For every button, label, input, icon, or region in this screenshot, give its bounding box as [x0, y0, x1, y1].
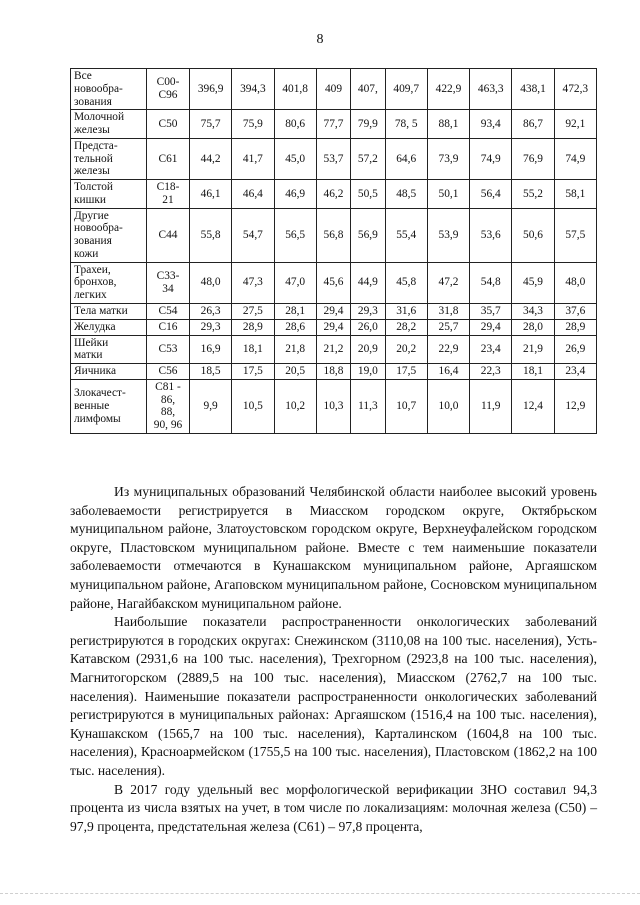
- table-cell: 75,9: [232, 110, 274, 139]
- table-cell: 11,9: [470, 379, 512, 433]
- paragraph-municipal-incidence: Из муниципальных образований Челябинской области наиболее высокий уровень заболеваемости регистрируется в Миасском городском округе, Октябрьском муниципальном районе, Златоустовском городском округе, Верхнеуфалейском городском округе, Пластовском муниципальном районе. Вместе с тем наименьшие показатели заболеваемости отмечаются в Кунашакском муниципальном районе, Аргаяшском муниципальном районе, Агаповском муниципальном районе, Сосновском муниципальном районе, Нагайбакском муниципальном районе.: [70, 484, 597, 611]
- table-cell: 86,7: [512, 110, 554, 139]
- table-cell: 54,7: [232, 208, 274, 262]
- table-cell: 401,8: [274, 69, 316, 110]
- table-row: [71, 69, 597, 110]
- table-cell: 79,9: [351, 110, 385, 139]
- table-cell: 10,3: [316, 379, 350, 433]
- table-cell: 46,9: [274, 180, 316, 209]
- table-cell: 472,3: [554, 69, 596, 110]
- table-cell: 10,2: [274, 379, 316, 433]
- table-cell: 29,4: [316, 304, 350, 320]
- table-row: [71, 319, 597, 335]
- row-label: Тела матки: [71, 304, 147, 320]
- table-cell: 409,7: [385, 69, 427, 110]
- table-cell: 74,9: [554, 138, 596, 179]
- table-row: [71, 379, 597, 433]
- table-cell: 10,7: [385, 379, 427, 433]
- table-cell: 34,3: [512, 304, 554, 320]
- table-row: [71, 364, 597, 380]
- table-row: [71, 304, 597, 320]
- table-row: [71, 180, 597, 209]
- table-cell: 12,4: [512, 379, 554, 433]
- table-cell: 46,2: [316, 180, 350, 209]
- row-label: Трахеи, бронхов, легких: [71, 262, 147, 303]
- table-cell: 56,5: [274, 208, 316, 262]
- page-number: 8: [316, 32, 324, 47]
- table-cell: 18,1: [512, 364, 554, 380]
- table-cell: 17,5: [232, 364, 274, 380]
- table-cell: 18,1: [232, 335, 274, 364]
- table-cell: 44,9: [351, 262, 385, 303]
- table-cell: 47,3: [232, 262, 274, 303]
- table-cell: 45,9: [512, 262, 554, 303]
- row-label: Другие новообра- зования кожи: [71, 208, 147, 262]
- table-cell: 46,1: [190, 180, 232, 209]
- table-cell: 48,5: [385, 180, 427, 209]
- icd-code: С44: [147, 208, 190, 262]
- table-cell: 31,8: [427, 304, 469, 320]
- table-cell: 53,9: [427, 208, 469, 262]
- table-cell: 28,2: [385, 319, 427, 335]
- table-cell: 21,2: [316, 335, 350, 364]
- icd-code: С54: [147, 304, 190, 320]
- table-cell: 54,8: [470, 262, 512, 303]
- table-cell: 55,4: [385, 208, 427, 262]
- table-row: [71, 335, 597, 364]
- table-cell: 10,0: [427, 379, 469, 433]
- row-label: Все новообра- зования: [71, 69, 147, 110]
- table-cell: 56,4: [470, 180, 512, 209]
- table-cell: 47,0: [274, 262, 316, 303]
- table-cell: 48,0: [554, 262, 596, 303]
- table-cell: 17,5: [385, 364, 427, 380]
- table-cell: 26,0: [351, 319, 385, 335]
- table-cell: 92,1: [554, 110, 596, 139]
- table-cell: 46,4: [232, 180, 274, 209]
- table-cell: 53,7: [316, 138, 350, 179]
- table-cell: 20,2: [385, 335, 427, 364]
- table-cell: 50,5: [351, 180, 385, 209]
- table-cell: 409: [316, 69, 350, 110]
- icd-code: С50: [147, 110, 190, 139]
- table-cell: 37,6: [554, 304, 596, 320]
- table-cell: 407,: [351, 69, 385, 110]
- table-cell: 463,3: [470, 69, 512, 110]
- incidence-table: [70, 68, 597, 434]
- table-cell: 29,3: [190, 319, 232, 335]
- table-cell: 50,6: [512, 208, 554, 262]
- table-cell: 28,9: [554, 319, 596, 335]
- table-cell: 31,6: [385, 304, 427, 320]
- table-cell: 23,4: [554, 364, 596, 380]
- icd-code: С16: [147, 319, 190, 335]
- icd-code: С56: [147, 364, 190, 380]
- icd-code: С53: [147, 335, 190, 364]
- table-cell: 74,9: [470, 138, 512, 179]
- row-label: Толстой кишки: [71, 180, 147, 209]
- table-cell: 28,0: [512, 319, 554, 335]
- table-cell: 11,3: [351, 379, 385, 433]
- table-cell: 9,9: [190, 379, 232, 433]
- table-cell: 93,4: [470, 110, 512, 139]
- table-cell: 78, 5: [385, 110, 427, 139]
- table-cell: 48,0: [190, 262, 232, 303]
- row-label: Молочной железы: [71, 110, 147, 139]
- table-cell: 29,4: [470, 319, 512, 335]
- table-cell: 88,1: [427, 110, 469, 139]
- table-cell: 53,6: [470, 208, 512, 262]
- table-cell: 20,5: [274, 364, 316, 380]
- table-cell: 44,2: [190, 138, 232, 179]
- table-cell: 20,9: [351, 335, 385, 364]
- table-cell: 80,6: [274, 110, 316, 139]
- table-row: [71, 262, 597, 303]
- table-cell: 55,8: [190, 208, 232, 262]
- table-cell: 10,5: [232, 379, 274, 433]
- table-cell: 45,0: [274, 138, 316, 179]
- table-row: [71, 138, 597, 179]
- row-label: Злокачест- венные лимфомы: [71, 379, 147, 433]
- table-cell: 28,6: [274, 319, 316, 335]
- table-cell: 23,4: [470, 335, 512, 364]
- table-cell: 57,5: [554, 208, 596, 262]
- table-cell: 35,7: [470, 304, 512, 320]
- table-cell: 19,0: [351, 364, 385, 380]
- table-cell: 28,9: [232, 319, 274, 335]
- table-row: [71, 208, 597, 262]
- table-cell: 18,5: [190, 364, 232, 380]
- table-cell: 396,9: [190, 69, 232, 110]
- table-cell: 394,3: [232, 69, 274, 110]
- table-cell: 12,9: [554, 379, 596, 433]
- table-row: [71, 110, 597, 139]
- table-cell: 41,7: [232, 138, 274, 179]
- row-label: Шейки матки: [71, 335, 147, 364]
- table-cell: 29,3: [351, 304, 385, 320]
- table-cell: 21,9: [512, 335, 554, 364]
- paragraph-prevalence: Наибольшие показатели распространенности онкологических заболеваний регистрируются в городских округах: Снежинском (3110,08 на 100 тыс. населения), Усть-Катавском (2931,6 на 100 тыс. населения), Трехгорном (2923,8 на 100 тыс. населения), Магнитогорском (2889,5 на 100 тыс. населения), Миасском (2762,7 на 100 тыс. населения). Наименьшие показатели распространенности онкологических заболеваний регистрируются в муниципальных районах: Аргаяшском (1516,4 на 100 тыс. населения), Кунашакском (1565,7 на 100 тыс. населения), Карталинском (1604,8 на 100 тыс. населения), Красноармейском (1755,5 на 100 тыс. населения), Пластовском (1862,2 на 100 тыс. населения).: [70, 614, 597, 778]
- table-cell: 438,1: [512, 69, 554, 110]
- table-cell: 26,3: [190, 304, 232, 320]
- table-cell: 422,9: [427, 69, 469, 110]
- table-cell: 47,2: [427, 262, 469, 303]
- table-cell: 56,8: [316, 208, 350, 262]
- table-cell: 26,9: [554, 335, 596, 364]
- paragraph-verification: В 2017 году удельный вес морфологической верификации ЗНО составил 94,3 процента из числа взятых на учет, в том числе по локализациям: молочная железа (С50) – 97,9 процента, предстательная железа (С61) – 97,8 процента,: [70, 781, 597, 834]
- table-cell: 76,9: [512, 138, 554, 179]
- table-cell: 45,8: [385, 262, 427, 303]
- table-cell: 75,7: [190, 110, 232, 139]
- table-cell: 16,4: [427, 364, 469, 380]
- table-cell: 73,9: [427, 138, 469, 179]
- table-cell: 18,8: [316, 364, 350, 380]
- row-label: Предста- тельной железы: [71, 138, 147, 179]
- table-cell: 57,2: [351, 138, 385, 179]
- icd-code: С00- С96: [147, 69, 190, 110]
- icd-code: С61: [147, 138, 190, 179]
- table-cell: 45,6: [316, 262, 350, 303]
- body-text: [70, 483, 597, 836]
- table-cell: 56,9: [351, 208, 385, 262]
- table-cell: 77,7: [316, 110, 350, 139]
- table-body: [71, 69, 597, 434]
- icd-code: С81 - 86, 88, 90, 96: [147, 379, 190, 433]
- row-label: Яичника: [71, 364, 147, 380]
- table-cell: 25,7: [427, 319, 469, 335]
- table-cell: 16,9: [190, 335, 232, 364]
- table-cell: 50,1: [427, 180, 469, 209]
- table-cell: 29,4: [316, 319, 350, 335]
- table-cell: 64,6: [385, 138, 427, 179]
- table-cell: 58,1: [554, 180, 596, 209]
- table-cell: 27,5: [232, 304, 274, 320]
- icd-code: С18- 21: [147, 180, 190, 209]
- table-cell: 28,1: [274, 304, 316, 320]
- table-cell: 22,9: [427, 335, 469, 364]
- icd-code: С33- 34: [147, 262, 190, 303]
- table-cell: 22,3: [470, 364, 512, 380]
- row-label: Желудка: [71, 319, 147, 335]
- page-bottom-divider: [0, 893, 640, 894]
- table-cell: 21,8: [274, 335, 316, 364]
- table-cell: 55,2: [512, 180, 554, 209]
